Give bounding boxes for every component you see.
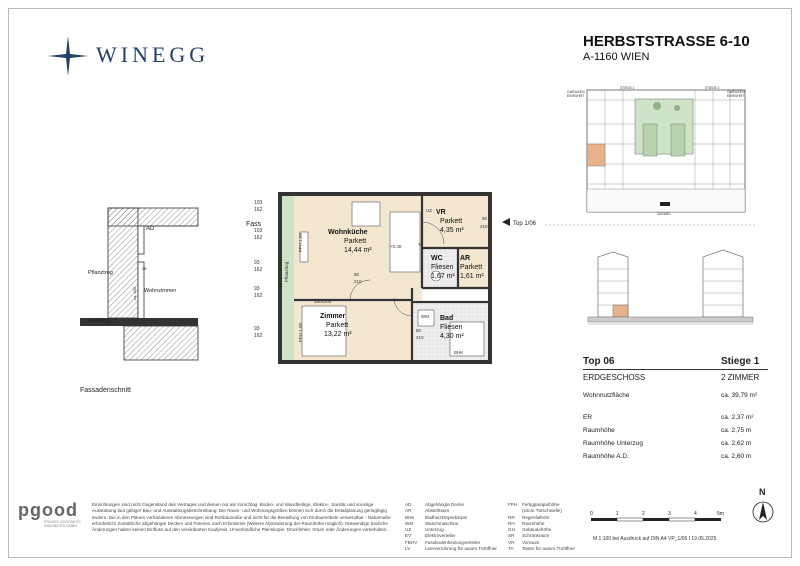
- building-section: [583, 242, 758, 327]
- floor-plan: [240, 192, 540, 372]
- fph-label: FPH 1,00: [298, 322, 303, 342]
- room-ar-floor: Parkett: [460, 264, 483, 271]
- door-width: 70: [418, 242, 424, 247]
- room-ar-area: 1,61 m²: [460, 273, 484, 280]
- scale-tick-label: 0: [590, 511, 593, 517]
- section-title: Fassadenschnitt: [80, 387, 131, 394]
- divider: [583, 369, 768, 370]
- scale-tick-label: 3: [668, 511, 671, 517]
- info-row: Raumhöhe Unterzug ca. 2,62 m: [583, 440, 752, 447]
- scale-tick-label: 4: [694, 511, 697, 517]
- window-dim-w: 103: [254, 200, 263, 206]
- door-width: 80: [354, 272, 360, 277]
- door-width: 80: [416, 328, 422, 333]
- svg-text:STIEGE 2: STIEGE 2: [705, 86, 720, 90]
- scale-tick-label: 5m: [717, 511, 724, 517]
- info-row: Raumhöhe A.D. ca. 2,60 m: [583, 453, 752, 460]
- room-bad-floor: Fliesen: [440, 324, 463, 331]
- room-kitchen-floor: Parkett: [344, 238, 367, 245]
- svg-text:EINFAHRT: EINFAHRT: [567, 94, 585, 98]
- unit-top: Top 06: [583, 356, 615, 367]
- window-dim-w: 93: [254, 326, 260, 332]
- bhk-label: BHK: [454, 350, 464, 355]
- room-zimmer-area: 13,22 m²: [324, 331, 352, 338]
- window-dim-h: 162: [254, 293, 263, 299]
- svg-text:GARAGEN: GARAGEN: [727, 90, 745, 94]
- room-vr-area: 4,35 m²: [440, 227, 464, 234]
- brand-name: WINEGG: [96, 42, 210, 67]
- facade-section-drawing: [80, 200, 200, 370]
- top-ref-label: Top 1/06: [513, 221, 537, 227]
- unit-stiege: Stiege 1: [721, 356, 760, 367]
- room-bad-area: 4,30 m²: [440, 333, 464, 340]
- room-kitchen-name: Wohnküche: [328, 229, 368, 236]
- section-pflanztrog-label: Pflanztrog: [88, 270, 113, 276]
- info-row: Wohnnutzfläche ca. 39,79 m²: [583, 392, 758, 399]
- fass-label: Fass: [246, 221, 262, 228]
- level-mark: +0,40: [390, 244, 402, 249]
- scale-tick-label: 1: [616, 511, 619, 517]
- section-ad-label: AD: [146, 226, 155, 232]
- window-dim-h: 162: [254, 207, 263, 213]
- unit-floor: ERDGESCHOSS: [583, 373, 646, 382]
- room-vr-floor: Parkett: [440, 218, 463, 225]
- section-gehsteig-label: Gehsteig: [88, 318, 111, 324]
- window-dim-w: 103: [254, 228, 263, 234]
- door-height: 210: [480, 224, 488, 229]
- door-width: 90: [482, 216, 488, 221]
- info-row: ER ca. 2,37 m²: [583, 414, 754, 421]
- room-zimmer-floor: Parkett: [326, 322, 349, 329]
- svg-text:EINFAHRT: EINFAHRT: [727, 94, 745, 98]
- svg-text:STIEGE 1: STIEGE 1: [620, 86, 635, 90]
- disclaimer: Einrichtungen sind nicht Gegenstand des Vertrages und dienen nur als Vorschlag. Boden- und Wandbeläge, Elektro-, Sanitär und sonstige Ausstattung laut gültiger Bau- und Ausstattungsbeschreibung. Die Raum- und Wohnungsgrößen können sich durch die Detailplanung geringfügig ändern. Die in den Plänen vorhandenen Abmessungen sind Rohbaumaße und nicht für die Bestellung von Einbaumöbeln verwendbar - Naturmaße erforderlich! Zusätzliche abgehängte Decken und Poterien nach Erfordernis (Weitere Abminderung der Raumhöhe möglich). Notwendige bauliche Änderungen haben keinen Einfluss auf den vereinbarten Kaufpreis. Unverbindliche Planskopie. Druckfehler, Irrtum oder Änderungen vorbehalten.: [92, 502, 391, 533]
- star-logo-icon: [48, 36, 88, 76]
- room-vr-name: VR: [436, 209, 446, 216]
- wm-label: WM: [421, 314, 429, 319]
- room-zimmer-name: Zimmer: [320, 313, 346, 320]
- section-wohnzimmer-label: Wohnzimmer: [144, 288, 177, 294]
- room-kitchen-area: 14,44 m²: [344, 247, 372, 254]
- pgood-subline: PRIVATE GOODNESS IMMOBILIEN GMBH: [44, 520, 81, 528]
- room-bad-name: Bad: [440, 315, 454, 322]
- scale-text: M 1:100 bei Ausdruck auf DIN A4 VP_1/06 I 19.05.2025: [593, 536, 717, 542]
- window-dim-h: 162: [254, 333, 263, 339]
- info-row: Raumhöhe ca. 2,75 m: [583, 427, 752, 434]
- project-city: A-1160 WIEN: [583, 51, 650, 63]
- window-dim-w: 93: [254, 286, 260, 292]
- scale-tick-label: 2: [642, 511, 645, 517]
- window-dim-w: 93: [254, 260, 260, 266]
- window-dim-h: 162: [254, 267, 263, 273]
- room-wc-name: WC: [431, 255, 443, 262]
- svg-text:ZUGANG: ZUGANG: [657, 212, 671, 216]
- unit-type: 2 ZIMMER: [721, 373, 760, 382]
- room-wc-area: 1,67 m²: [431, 273, 455, 280]
- legend-col2: FPH Fertigparapethöhe (x2cm Türschwelle) RR Regenfallrohr RH Raumhöhe GH Gebäudehöhe SR Schrankraum VR Vorraum TA Taster für autom.Türöffner: [508, 502, 576, 552]
- north-label: N: [759, 487, 766, 497]
- svg-text:GARAGEN: GARAGEN: [567, 90, 585, 94]
- pflanztrog-label: Pflanztrog: [284, 261, 289, 282]
- room-wc-floor: Fliesen: [431, 264, 454, 271]
- scale-bar: [588, 508, 748, 538]
- bed-size: 180x200: [314, 299, 332, 304]
- top-ref-arrow-icon: [502, 218, 510, 226]
- legend-col1: AD Abgehängte Decke AR Abstellraum BHK Badheizkörperkörper WM Waschmaschine UZ Unterzug EV Elektroverteiler FBHV Fussbodenheizungverteiler LV Leerverrohrung für autom.Türöffner: [405, 502, 497, 552]
- door-height: 210: [354, 279, 362, 284]
- project-street: HERBSTSTRASSE 6-10: [583, 33, 750, 50]
- section-dim1: 29: [142, 266, 147, 271]
- window-dim-h: 162: [254, 235, 263, 241]
- door-height: 210: [416, 335, 424, 340]
- section-dim2: ca. 205: [132, 286, 137, 300]
- site-plan: [545, 84, 755, 229]
- fph-label: FPH 1,00: [298, 232, 303, 252]
- pgood-logo: pgood: [18, 500, 78, 520]
- room-ar-name: AR: [460, 255, 471, 262]
- uz-label: UZ: [426, 208, 432, 213]
